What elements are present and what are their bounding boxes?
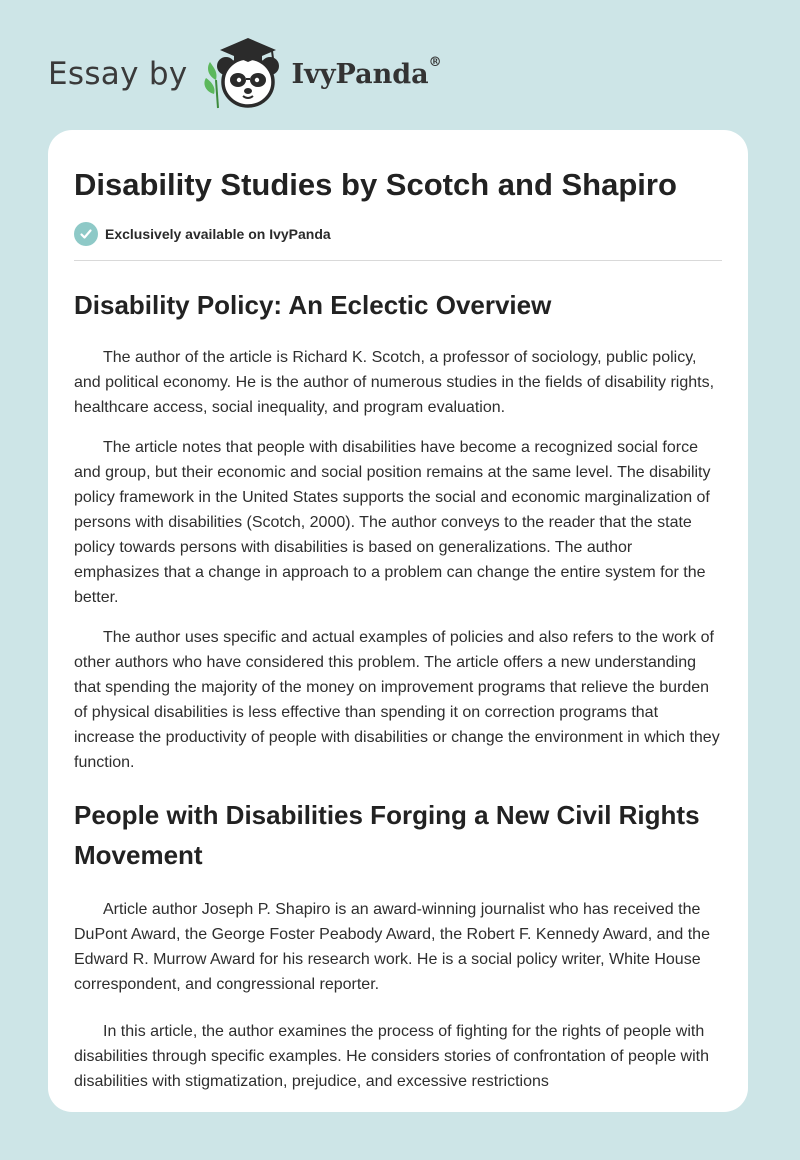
paragraph: In this article, the author examines the process of fighting for the rights of people with disabilities through specific examples. He considers stories of confrontation of people with disabilities with stigmatization, prejudice, and excessive restrictions <box>74 1023 709 1090</box>
article-card <box>48 130 748 1112</box>
exclusive-badge-label: Exclusively available on IvyPanda <box>105 226 331 242</box>
exclusive-badge <box>74 222 722 246</box>
paragraph: The author uses specific and actual examples of policies and also refers to the work of other authors who have considered this problem. The article offers a new understanding that spending the majority of the money on improvement programs that relieve the burden of physical disabilities is less effective than spending it on correction programs that increase the productivity of people with disabilities or change the environment in which they function. <box>74 629 720 771</box>
panda-logo-icon <box>202 36 290 112</box>
section-heading: People with Disabilities Forging a New Civil Rights Movement <box>74 800 700 870</box>
check-circle-icon <box>74 222 98 246</box>
brand-header[interactable] <box>48 34 442 114</box>
brand-name: IvyPanda® <box>291 54 442 90</box>
paragraph: The article notes that people with disabilities have become a recognized social force and group, but their economic and social position remains at the same level. The disability policy framework in the United States supports the social and economic marginalization of persons with disabilities (Scotch, 2000). The author conveys to the reader that the state policy towards persons with disabilities is based on generalizations. The author emphasizes that a change in approach to a problem can change the entire system for the better. <box>74 439 711 606</box>
article-title: Disability Studies by Scotch and Shapiro <box>74 167 677 202</box>
brand-prefix: Essay by <box>48 56 188 92</box>
paragraph: Article author Joseph P. Shapiro is an award-winning journalist who has received the DuPont Award, the George Foster Peabody Award, the Robert F. Kennedy Award, and the Edward R. Murrow Award for his research work. He is a social policy writer, White House correspondent, and congressional reporter. <box>74 901 710 993</box>
title-divider <box>74 260 722 261</box>
paragraph: The author of the article is Richard K. Scotch, a professor of sociology, public policy, and political economy. He is the author of numerous studies in the fields of disability rights, healthcare access, social inequality, and program evaluation. <box>74 349 715 416</box>
section-heading: Disability Policy: An Eclectic Overview <box>74 290 552 320</box>
section-scotch <box>74 285 722 775</box>
section-shapiro <box>74 795 722 1094</box>
